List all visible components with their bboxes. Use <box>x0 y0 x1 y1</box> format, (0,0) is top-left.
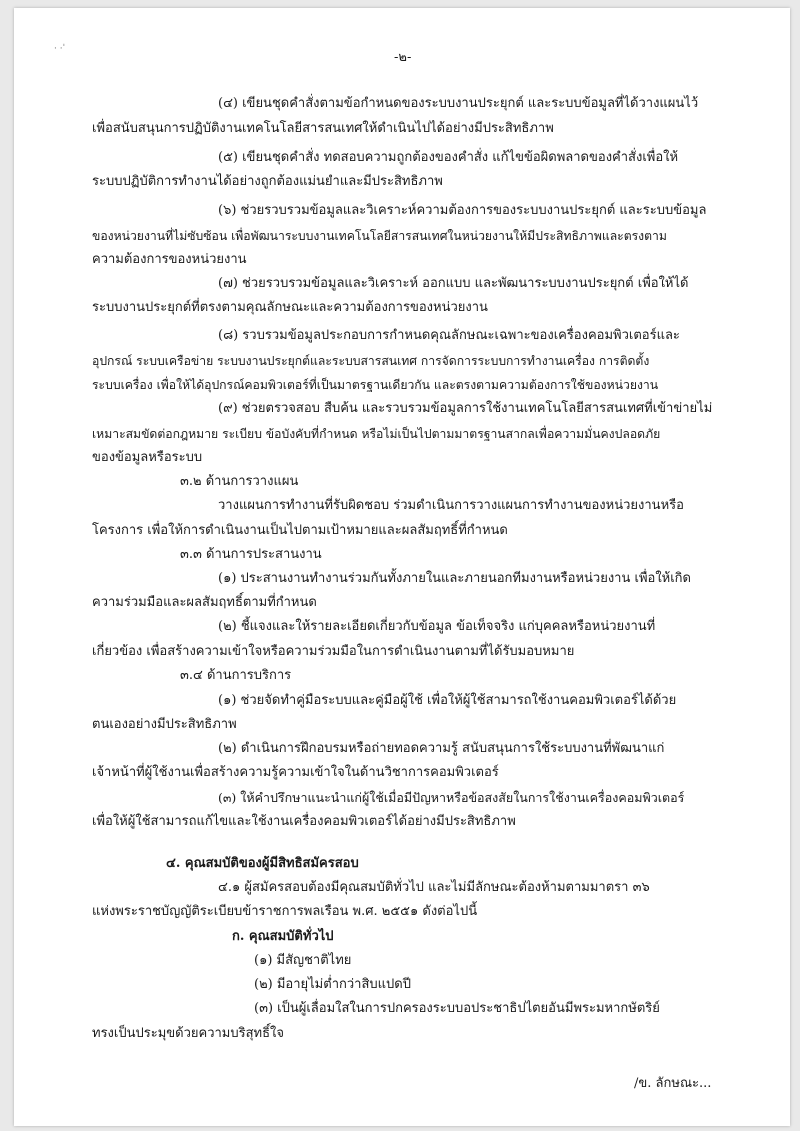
section-4-1-line-2: แห่งพระราชบัญญัติระเบียบข้าราชการพลเรือน พ.ศ. ๒๕๕๑ ดังต่อไปนี้ <box>92 904 478 919</box>
item-7-line-2: ระบบงานประยุกต์ที่ตรงตามคุณลักษณะและความต้องการของหน่วยงาน <box>92 300 488 315</box>
section-4-heading: ๔. คุณสมบัติของผู้มีสิทธิสมัครสอบ <box>166 856 359 871</box>
section-4-1-line-1: ๔.๑ ผู้สมัครสอบต้องมีคุณสมบัติทั่วไป และไม่มีลักษณะต้องห้ามตามมาตรา ๓๖ <box>218 880 650 895</box>
section-3-3-item-2-line-2: เกี่ยวข้อง เพื่อสร้างความเข้าใจหรือความร่วมมือในการดำเนินงานตามที่ได้รับมอบหมาย <box>92 644 575 659</box>
item-6-line-3: ความต้องการของหน่วยงาน <box>92 252 247 267</box>
qualification-1: (๑) มีสัญชาติไทย <box>254 953 352 968</box>
item-9-line-3: ของข้อมูลหรือระบบ <box>92 450 203 465</box>
qualification-3-line-1: (๓) เป็นผู้เลื่อมใสในการปกครองระบบอประชาธิปไตยอันมีพระมหากษัตริย์ <box>254 1001 660 1016</box>
section-3-3-item-1-line-1: (๑) ประสานงานทำงานร่วมกันทั้งภายในและภายนอกทีมงานหรือหน่วยงาน เพื่อให้เกิด <box>218 571 691 586</box>
item-4-line-1: (๔) เขียนชุดคำสั่งตามข้อกำหนดของระบบงานประยุกต์ และระบบข้อมูลที่ได้วางแผนไว้ <box>218 96 699 111</box>
document-page <box>14 8 790 1126</box>
section-3-4-item-3-line-1: (๓) ให้คำปรึกษาแนะนำแก่ผู้ใช้เมื่อมีปัญหาหรือข้อสงสัยในการใช้งานเครื่องคอมพิวเตอร์ <box>218 790 685 805</box>
item-9-line-1: (๙) ช่วยตรวจสอบ สืบค้น และรวบรวมข้อมูลการใช้งานเทคโนโลยีสารสนเทศที่เข้าข่ายไม่ <box>218 401 713 416</box>
section-3-2-line-2: โครงการ เพื่อให้การดำเนินงานเป็นไปตามเป้าหมายและผลสัมฤทธิ์ที่กำหนด <box>92 523 508 538</box>
section-3-3-item-2-line-1: (๒) ชี้แจงและให้รายละเอียดเกี่ยวกับข้อมูล ข้อเท็จจริง แก่บุคคลหรือหน่วยงานที่ <box>218 619 656 634</box>
section-3-4-item-1-line-2: ตนเองอย่างมีประสิทธิภาพ <box>92 717 237 732</box>
qualification-3-line-2: ทรงเป็นประมุขด้วยความบริสุทธิ์ใจ <box>92 1026 285 1041</box>
item-9-line-2: เหมาะสมขัดต่อกฎหมาย ระเบียบ ข้อบังคับที่กำหนด หรือไม่เป็นไปตามมาตรฐานสากลเพื่อความมั่นคงปลอดภัย <box>92 427 661 441</box>
section-3-3-heading: ๓.๓ ด้านการประสานงาน <box>180 547 322 562</box>
item-6-line-1: (๖) ช่วยรวบรวมข้อมูลและวิเคราะห์ความต้องการของระบบงานประยุกต์ และระบบข้อมูล <box>218 203 707 218</box>
item-4-line-2: เพื่อสนับสนุนการปฏิบัติงานเทคโนโลยีสารสนเทศให้ดำเนินไปได้อย่างมีประสิทธิภาพ <box>92 121 554 136</box>
item-8-line-3: ระบบเครื่อง เพื่อให้ได้อุปกรณ์คอมพิวเตอร์ที่เป็นมาตรฐานเดียวกัน และตรงตามความต้องการใช้ของหน่วยงาน <box>92 378 659 392</box>
item-5-line-2: ระบบปฏิบัติการทำงานได้อย่างถูกต้องแม่นยำและมีประสิทธิภาพ <box>92 174 443 189</box>
general-qualifications-heading: ก. คุณสมบัติทั่วไป <box>232 929 334 944</box>
section-3-2-line-1: วางแผนการทำงานที่รับผิดชอบ ร่วมดำเนินการวางแผนการทำงานของหน่วยงานหรือ <box>218 498 684 513</box>
item-6-line-2: ของหน่วยงานที่ไม่ซับซ้อน เพื่อพัฒนาระบบงานเทคโนโลยีสารสนเทศในหน่วยงานให้มีประสิทธิภาพและตรงตาม <box>92 229 667 243</box>
section-3-4-item-1-line-1: (๑) ช่วยจัดทำคู่มือระบบและคู่มือผู้ใช้ เพื่อให้ผู้ใช้สามารถใช้งานคอมพิวเตอร์ได้ด้วย <box>218 693 677 708</box>
section-3-2-heading: ๓.๒ ด้านการวางแผน <box>180 474 299 489</box>
item-8-line-2: อุปกรณ์ ระบบเครือข่าย ระบบงานประยุกต์และระบบสารสนเทศ การจัดการระบบการทำงานเครื่อง การติดตั้ง <box>92 354 650 368</box>
item-5-line-1: (๕) เขียนชุดคำสั่ง ทดสอบความถูกต้องของคำสั่ง แก้ไขข้อผิดพลาดของคำสั่งเพื่อให้ <box>218 150 679 165</box>
section-3-4-item-2-line-2: เจ้าหน้าที่ผู้ใช้งานเพื่อสร้างความรู้ความเข้าใจในด้านวิชาการคอมพิวเตอร์ <box>92 765 499 780</box>
continuation-marker: /ข. ลักษณะ... <box>634 1076 712 1091</box>
section-3-4-heading: ๓.๔ ด้านการบริการ <box>180 668 292 683</box>
item-8-line-1: (๘) รวบรวมข้อมูลประกอบการกำหนดคุณลักษณะเฉพาะของเครื่องคอมพิวเตอร์และ <box>218 328 680 343</box>
section-3-3-item-1-line-2: ความร่วมมือและผลสัมฤทธิ์ตามที่กำหนด <box>92 595 317 610</box>
scan-artifact: · ·ˈ <box>54 44 66 54</box>
section-3-4-item-3-line-2: เพื่อให้ผู้ใช้สามารถแก้ไขและใช้งานเครื่องคอมพิวเตอร์ได้อย่างมีประสิทธิภาพ <box>92 814 516 829</box>
page-number: -๒- <box>394 50 412 65</box>
qualification-2: (๒) มีอายุไม่ต่ำกว่าสิบแปดปี <box>254 977 411 992</box>
section-3-4-item-2-line-1: (๒) ดำเนินการฝึกอบรมหรือถ่ายทอดความรู้ สนับสนุนการใช้ระบบงานที่พัฒนาแก่ <box>218 741 665 756</box>
item-7-line-1: (๗) ช่วยรวบรวมข้อมูลและวิเคราะห์ ออกแบบ และพัฒนาระบบงานประยุกต์ เพื่อให้ได้ <box>218 276 689 291</box>
